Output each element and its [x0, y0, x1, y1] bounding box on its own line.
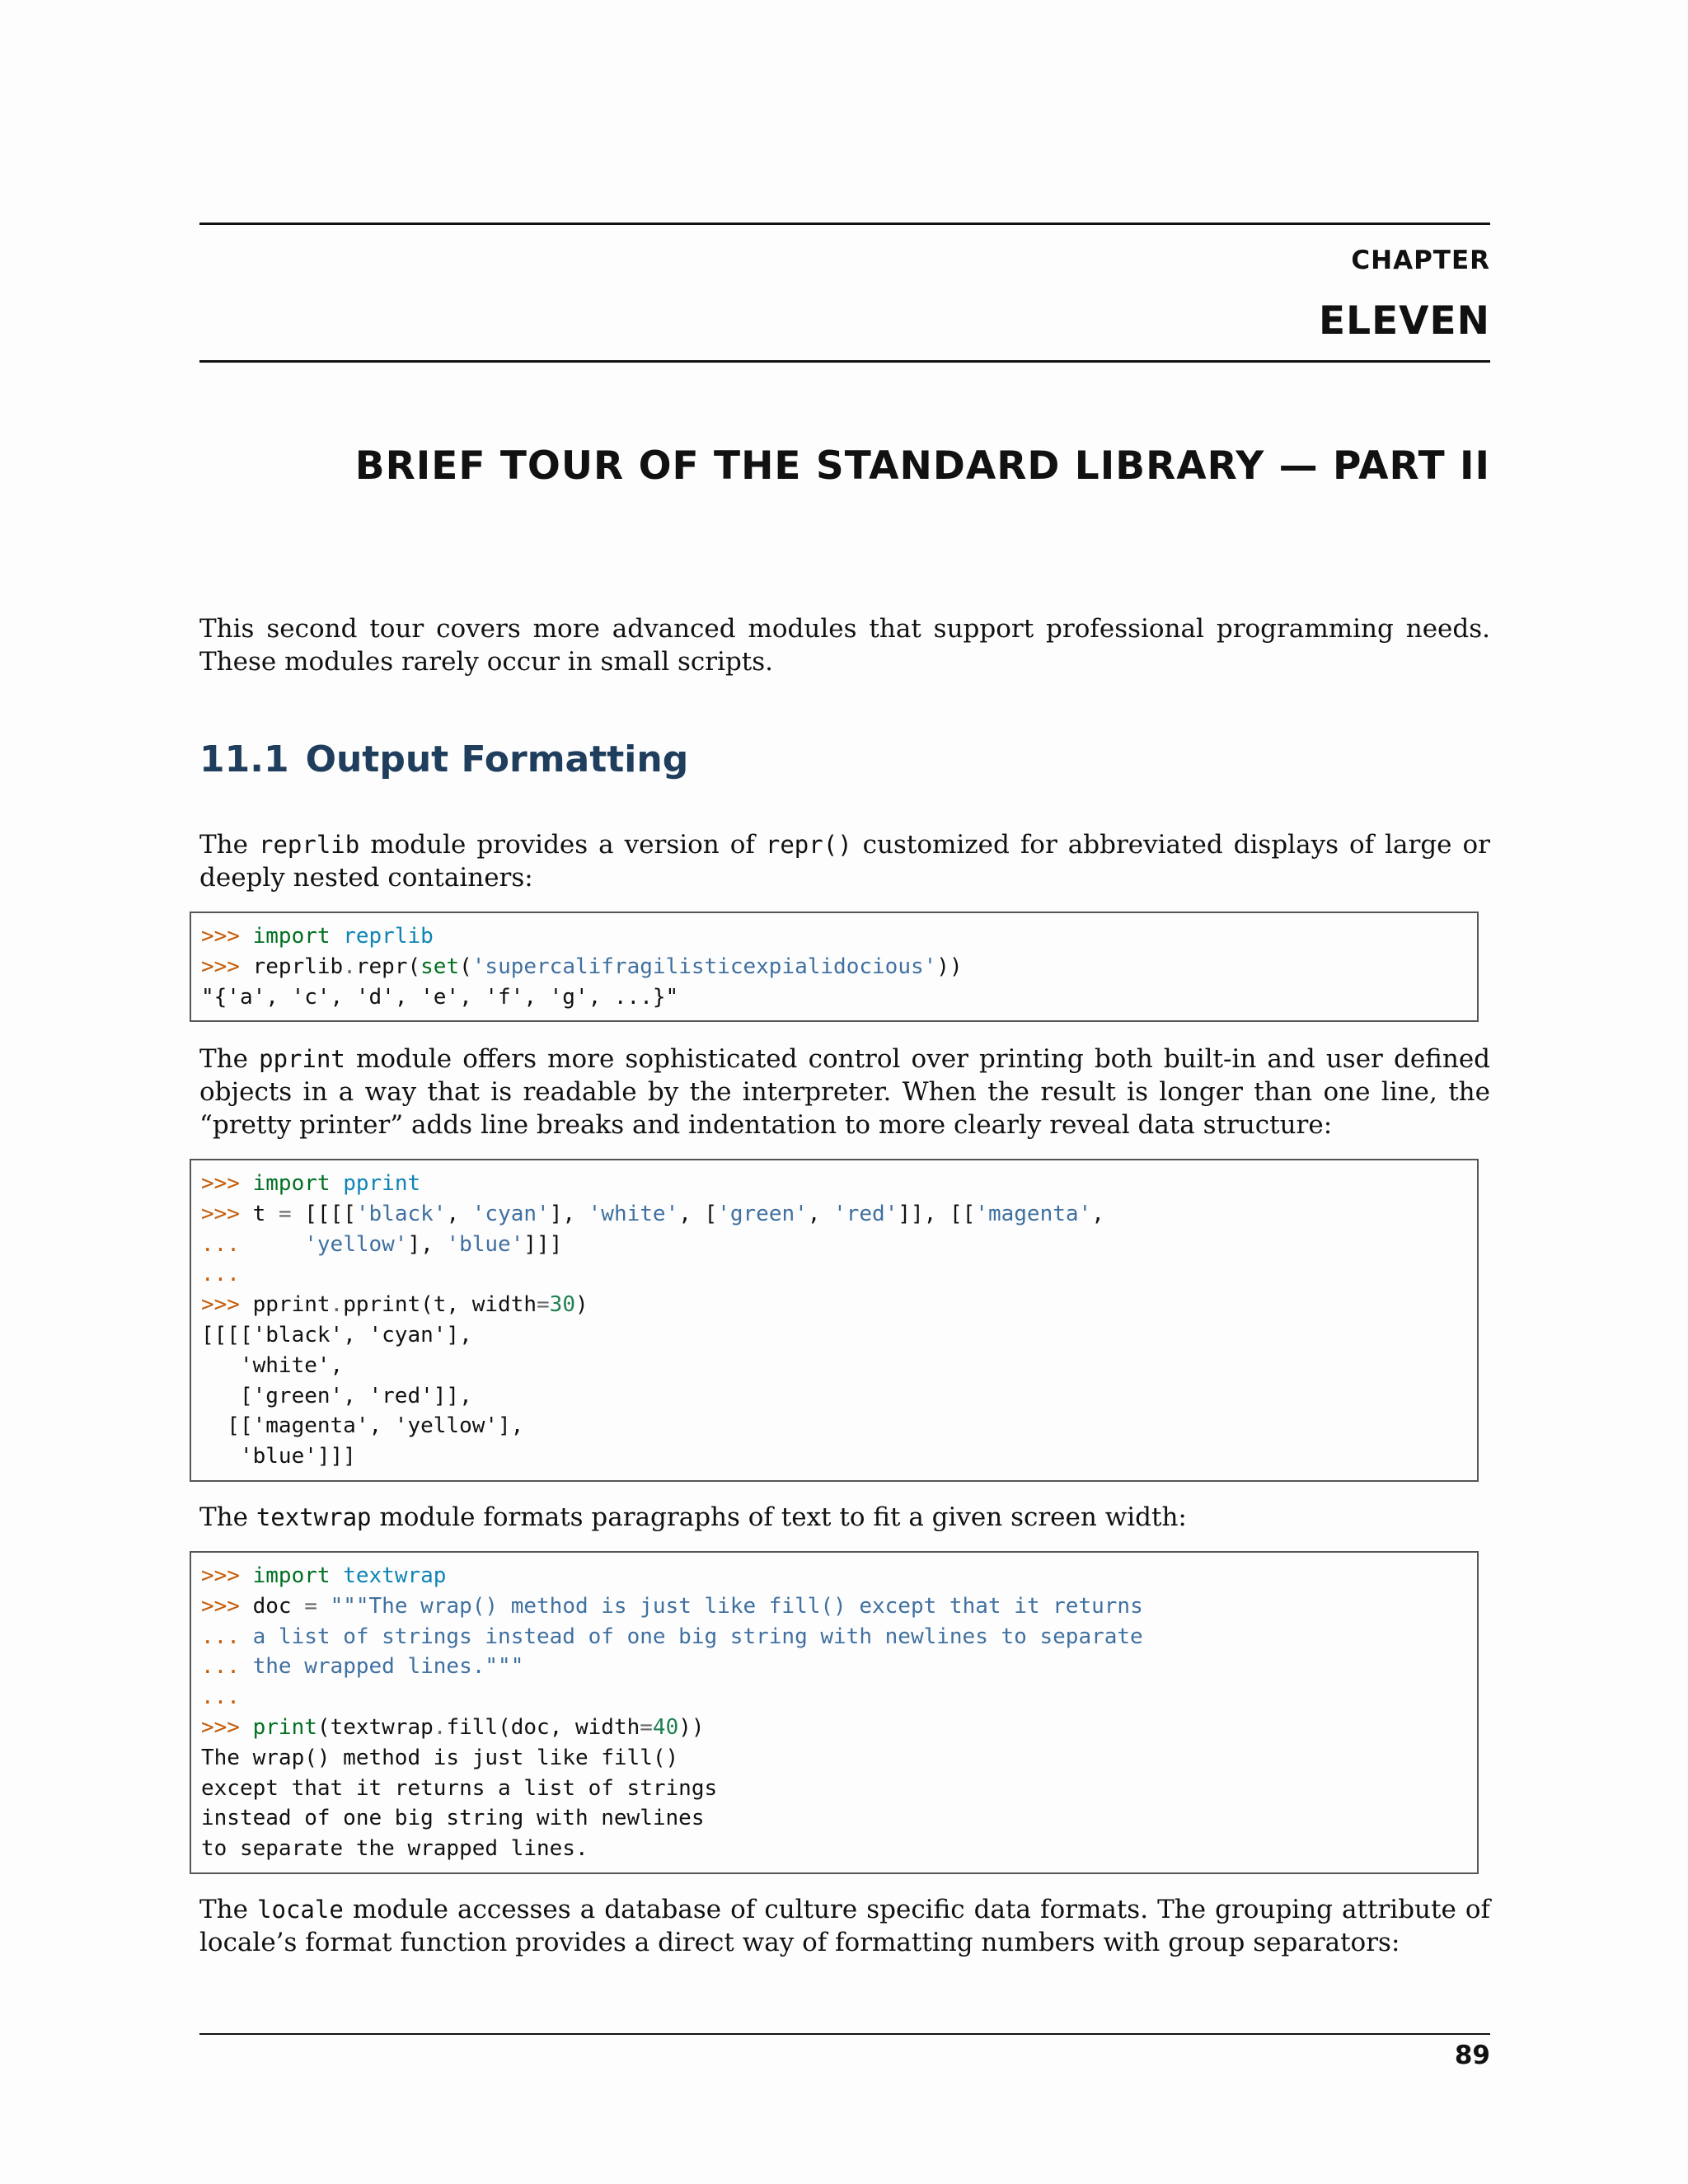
section-number: 11.1	[199, 738, 289, 780]
code-line: >>> print(textwrap.fill(doc, width=40))	[201, 1714, 705, 1740]
chapter-title: BRIEF TOUR OF THE STANDARD LIBRARY — PART II	[354, 443, 1490, 489]
code-line: >>> import reprlib	[201, 924, 434, 949]
pprint-paragraph	[199, 1043, 1490, 1141]
code-line: ... a list of strings instead of one big string with newlines to separate	[201, 1624, 1143, 1649]
code-line: ...	[201, 1685, 240, 1710]
code-line: >>> import pprint	[201, 1171, 421, 1196]
text: The	[199, 830, 259, 860]
text: module offers more sophisticated control over printing both built-in and user defined objects in a way that is readable by the interpreter. When the result is longer than one line, the “pretty printer” adds line breaks and indentation to more clearly reveal data structure:	[199, 1044, 1491, 1140]
text: customized for abbreviated displays of large or deeply nested containers:	[199, 830, 1490, 893]
code-output-line: instead of one big string with newlines	[201, 1806, 705, 1831]
code-block-textwrap	[190, 1551, 1479, 1874]
reprlib-paragraph	[199, 828, 1490, 894]
code-output-line: [[[['black', 'cyan'],	[201, 1322, 472, 1347]
section-heading	[199, 738, 688, 780]
text: module provides a version of	[359, 830, 766, 860]
code-output-line: "{'a', 'c', 'd', 'e', 'f', 'g', ...}"	[201, 984, 679, 1010]
inline-code-repr: repr()	[765, 831, 852, 859]
inline-code-textwrap: textwrap	[256, 1503, 372, 1531]
inline-code-locale: locale	[257, 1896, 344, 1924]
code-line: >>> t = [[[['black', 'cyan'], 'white', ['green', 'red']], [['magenta',	[201, 1201, 1104, 1226]
code-block-reprlib	[190, 912, 1479, 1022]
code-line: >>> reprlib.repr(set('supercalifragilisticexpialidocious'))	[201, 954, 963, 979]
code-line: >>> doc = """The wrap() method is just like fill() except that it returns	[201, 1593, 1143, 1619]
code-line: ... 'yellow'], 'blue']]]	[201, 1231, 563, 1257]
code-output-line: [['magenta', 'yellow'],	[201, 1413, 524, 1439]
code-output-line: except that it returns a list of strings	[201, 1775, 718, 1801]
code-block-pprint	[190, 1159, 1479, 1482]
text: The	[199, 1502, 256, 1532]
code-line: >>> pprint.pprint(t, width=30)	[201, 1292, 588, 1318]
text: module formats paragraphs of text to fit a given screen width:	[371, 1502, 1187, 1532]
locale-paragraph	[199, 1893, 1490, 1959]
chapter-label: CHAPTER	[1351, 246, 1490, 275]
code-output-line: 'blue']]]	[201, 1444, 356, 1469]
text: The	[199, 1895, 258, 1924]
code-line: ...	[201, 1262, 240, 1287]
page-number: 89	[1454, 2041, 1490, 2070]
code-line: ... the wrapped lines."""	[201, 1654, 524, 1680]
code-output-line: The wrap() method is just like fill()	[201, 1745, 679, 1770]
inline-code-reprlib: reprlib	[258, 831, 360, 859]
chapter-number: ELEVEN	[1319, 298, 1490, 344]
text: The	[199, 1044, 260, 1074]
code-line: >>> import textwrap	[201, 1563, 447, 1588]
inline-code-pprint: pprint	[259, 1045, 345, 1073]
chapter-top-rule	[199, 223, 1490, 225]
intro-paragraph: This second tour covers more advanced modules that support professional programming needs. These modules rarely occur in small scripts.	[199, 614, 1490, 677]
code-output-line: ['green', 'red']],	[201, 1383, 472, 1408]
code-output-line: to separate the wrapped lines.	[201, 1836, 588, 1862]
textwrap-paragraph	[199, 1501, 1490, 1534]
text: module accesses a database of culture specific data formats. The grouping attribute of locale’s format function provides a direct way of formatting numbers with group separators:	[199, 1895, 1490, 1957]
code-output-line: 'white',	[201, 1352, 344, 1378]
section-title-text: Output Formatting	[305, 738, 689, 780]
footer-rule	[199, 2033, 1490, 2035]
chapter-bottom-rule	[199, 360, 1490, 363]
